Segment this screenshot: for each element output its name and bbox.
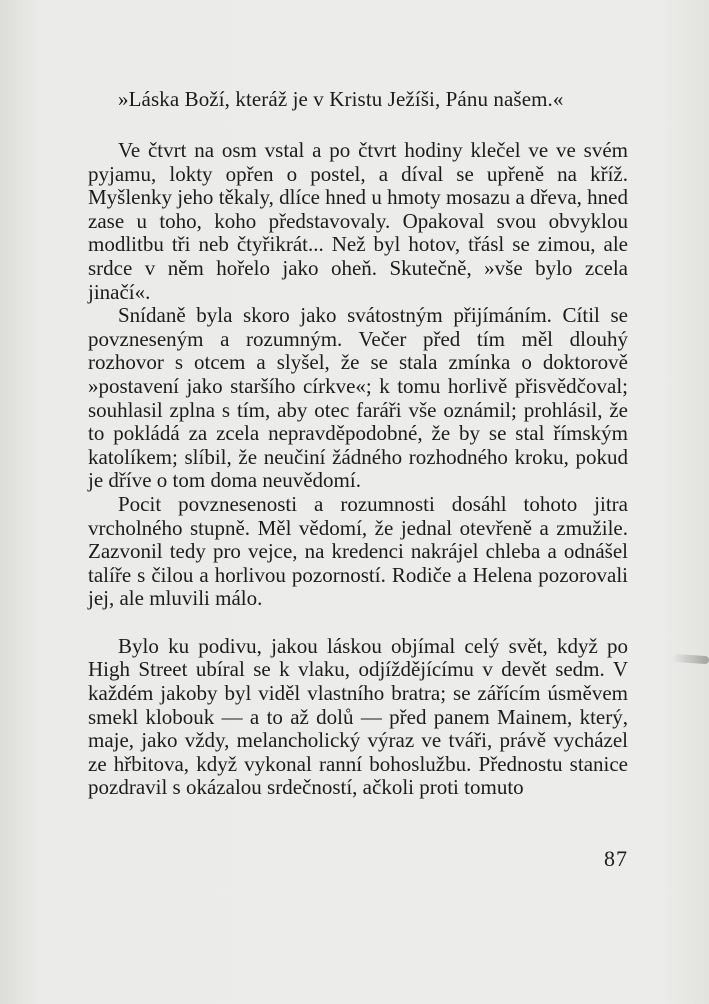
- page-text: [88, 86, 628, 800]
- paragraph-3: Pocit povznesenosti a rozumnosti dosáhl tohoto jitra vrcholného stupně. Měl vědomí, že jednal otevřeně a zmužile. Zazvonil tedy pro vejce, na kredenci nakrájel chleba a odnášel talíře s čilou a horlivou pozorností. Rodiče a Helena pozorovali jej, ale mluvili málo.: [88, 491, 628, 611]
- paragraph-1: Ve čtvrt na osm vstal a po čtvrt hodiny klečel ve ve svém pyjamu, lokty opřen o postel, a díval se upřeně na kříž. Myšlenky jeho těkaly, dlíce hned u hmoty mosazu a dřeva, hned zase u toho, koho představovaly. Opakoval svou obvyklou modlitbu tři neb čtyřikrát... Než byl hotov, třásl se zimou, ale srdce v něm hořelo jako oheň. Skutečně, »vše bylo zcela jinačí«.: [88, 138, 628, 304]
- paragraph-2: Snídaně byla skoro jako svátostným přijímáním. Cítil se povzneseným a rozumným. Večer před tím měl dlouhý rozhovor s otcem a slyšel, že se stala zmínka o doktorově »postavení jako staršího církve«; k tomu horlivě přisvědčoval; souhlasil zplna s tím, aby otec faráři vše oznámil; prohlásil, že to pokládá za zcela nepravděpodobné, že by se stal římským katolíkem; slíbil, že neučiní žádného rozhodného kroku, pokud je dříve o tom doma neuvědomí.: [88, 303, 628, 493]
- page-number: 87: [604, 846, 628, 871]
- epigraph: »Láska Boží, kteráž je v Kristu Ježíši, Pánu našem.«: [118, 87, 564, 111]
- scan-edge-mark: [672, 654, 709, 665]
- paragraph-4: Bylo ku podivu, jakou láskou objímal celý svět, když po High Street ubíral se k vlaku, odjíždějícímu v devět sedm. V každém jakoby byl viděl vlastního bratra; se zářícím úsměvem smekl klobouk — a to až dolů — před panem Mainem, který, maje, jako vždy, melancholický výraz ve tváři, právě vycházel ze hřbitova, když vykonal ranní bohoslužbu. Přednostu stanice pozdravil s okázalou srdečností, ačkoli proti tomuto: [88, 633, 628, 800]
